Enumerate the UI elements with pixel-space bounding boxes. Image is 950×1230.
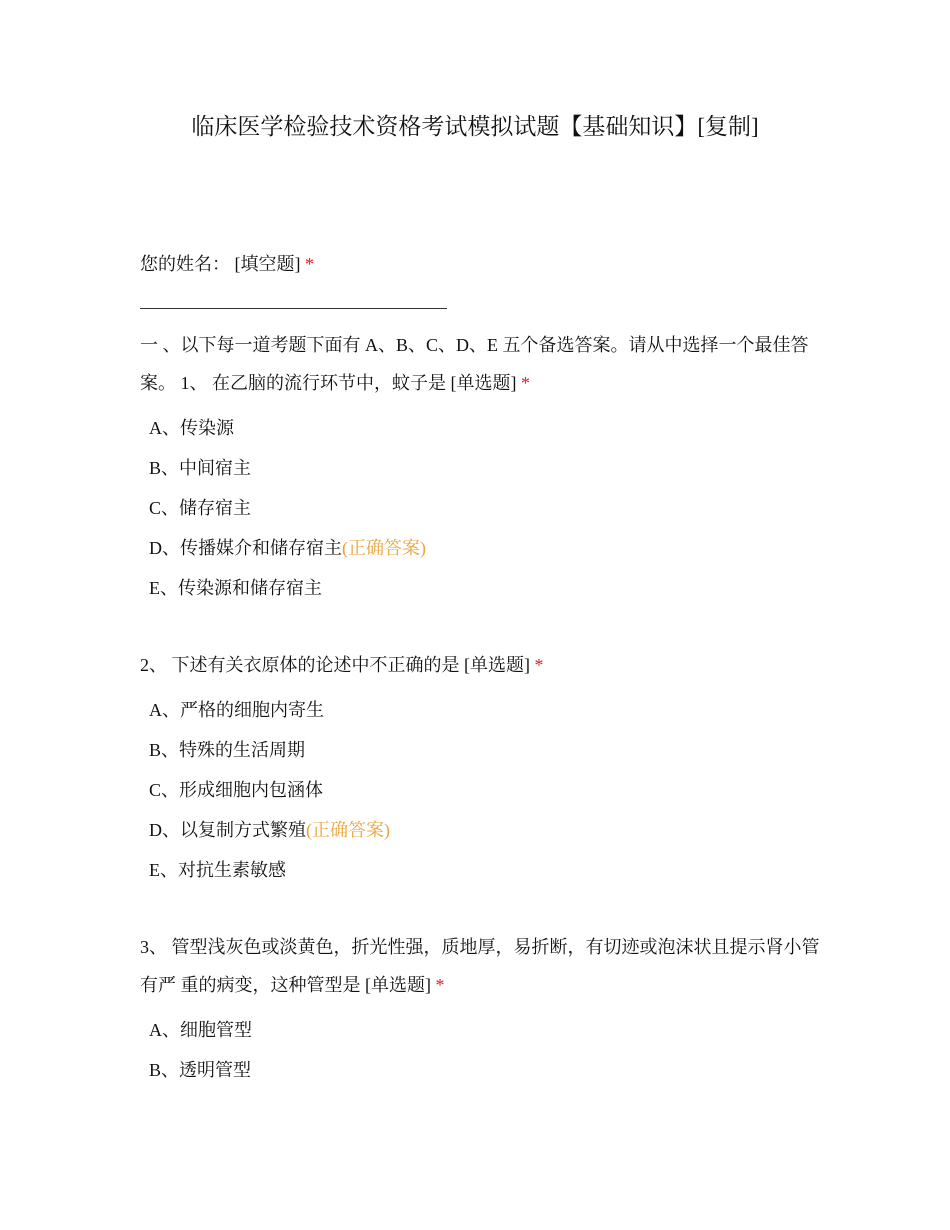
name-input-line[interactable] xyxy=(140,308,447,309)
name-question xyxy=(140,245,820,283)
question-type: [填空题] xyxy=(234,254,301,274)
required-mark: * xyxy=(534,655,544,675)
question-type: [单选题] xyxy=(464,655,530,675)
question-1-text: 一 、以下每一道考题下面有 A、B、C、D、E 五个备选答案。请从中选择一个最佳答案。 1、 在乙脑的流行环节中，蚊子是 xyxy=(140,335,809,393)
question-3 xyxy=(140,928,820,1090)
required-mark: * xyxy=(435,975,445,995)
question-2 xyxy=(140,646,820,890)
correct-answer-tag: (正确答案) xyxy=(342,538,426,558)
name-label: 您的姓名： xyxy=(140,254,230,274)
option-d[interactable]: D、以复制方式繁殖(正确答案) xyxy=(149,820,390,840)
required-mark: * xyxy=(305,254,314,274)
option-d[interactable]: D、传播媒介和储存宿主(正确答案) xyxy=(149,538,426,558)
question-type: [单选题] xyxy=(365,975,431,995)
correct-answer-tag: (正确答案) xyxy=(306,820,390,840)
required-mark: * xyxy=(521,373,530,393)
option-a[interactable]: A、严格的细胞内寄生 xyxy=(149,700,324,720)
question-3-text: 3、 管型浅灰色或淡黄色，折光性强，质地厚，易折断，有切迹或泡沫状且提示肾小管有严 重的病变，这种管型是 xyxy=(140,937,820,995)
page-title: 临床医学检验技术资格考试模拟试题【基础知识】[复制] xyxy=(191,114,759,139)
option-b[interactable]: B、中间宿主 xyxy=(149,458,252,478)
question-2-text: 2、 下述有关衣原体的论述中不正确的是 xyxy=(140,655,460,675)
question-type: [单选题] xyxy=(450,373,517,393)
question-text xyxy=(140,326,820,402)
question-text xyxy=(140,928,820,1004)
question-1 xyxy=(140,326,820,608)
question-text xyxy=(140,646,820,684)
option-b[interactable]: B、特殊的生活周期 xyxy=(149,740,306,760)
option-e[interactable]: E、传染源和储存宿主 xyxy=(149,578,322,598)
option-a[interactable]: A、细胞管型 xyxy=(149,1020,252,1040)
question-text xyxy=(140,245,820,283)
option-a[interactable]: A、传染源 xyxy=(149,418,234,438)
option-c[interactable]: C、储存宿主 xyxy=(149,498,252,518)
option-c[interactable]: C、形成细胞内包涵体 xyxy=(149,780,324,800)
option-e[interactable]: E、对抗生素敏感 xyxy=(149,860,286,880)
option-b[interactable]: B、透明管型 xyxy=(149,1060,252,1080)
